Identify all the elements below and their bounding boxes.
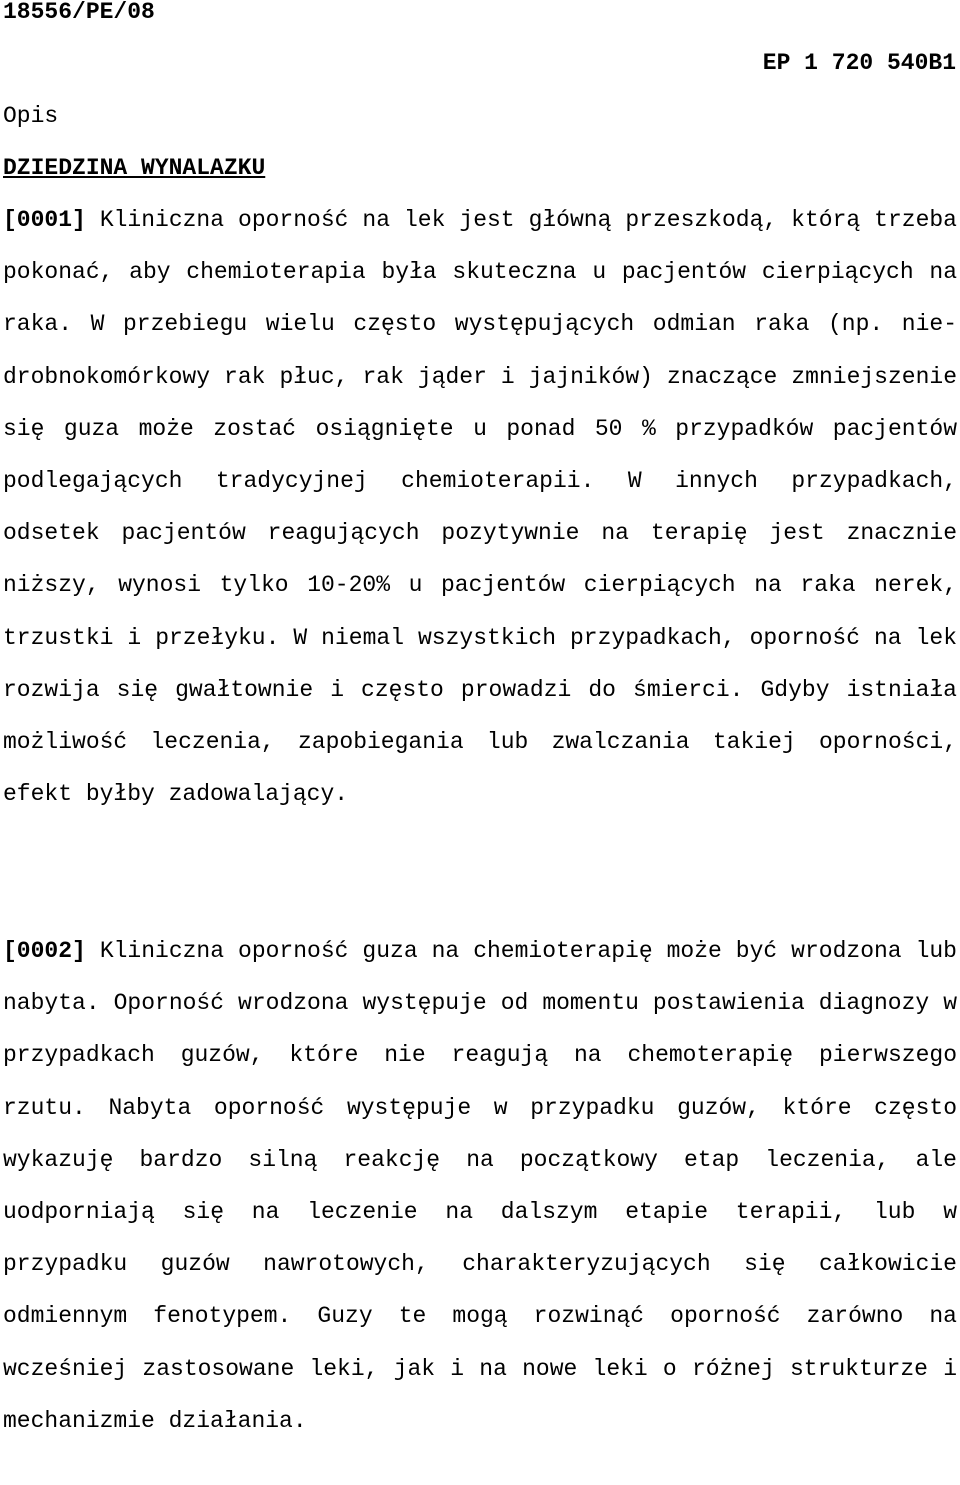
document-id: 18556/PE/08 bbox=[3, 0, 155, 25]
paragraph-0002 bbox=[3, 925, 957, 1447]
paragraph-text: Kliniczna oporność guza na chemioterapię może być wrodzona lub nabyta. Oporność wrodzona występuje od momentu postawienia diagnozy w przypadkach guzów, które nie reagują na chemoterapię pierwszego rzutu. Nabyta oporność występuje w przypadku guzów, które często wykazuję bardzo silną reakcję na początkowy etap leczenia, ale uodporniają się na leczenie na dalszym etapie terapii, lub w przypadku guzów nawrotowych, charakteryzujących się całkowicie odmiennym fenotypem. Guzy te mogą rozwinąć oporność zarówno na wcześniej zastosowane leki, jak i na nowe leki o różnej strukturze i mechanizmie działania. bbox=[3, 938, 957, 1434]
publication-number: EP 1 720 540B1 bbox=[762, 50, 956, 76]
paragraph-number: [0001] bbox=[3, 207, 86, 233]
section-heading: DZIEDZINA WYNALAZKU bbox=[3, 155, 266, 181]
section-label: Opis bbox=[3, 103, 59, 129]
paragraph-number: [0002] bbox=[3, 938, 86, 964]
paragraph-0001 bbox=[3, 194, 957, 820]
paragraph-text: Kliniczna oporność na lek jest główną przeszkodą, którą trzeba pokonać, aby chemioterapia była skuteczna u pacjentów cierpiących na raka. W przebiegu wielu często występujących odmian raka (np. nie-drobnokomórkowy rak płuc, rak jąder i jajników) znaczące zmniejszenie się guza może zostać osiągnięte u ponad 50 % przypadków pacjentów podlegających tradycyjnej chemioterapii. W innych przypadkach, odsetek pacjentów reagujących pozytywnie na terapię jest znacznie niższy, wynosi tylko 10-20% u pacjentów cierpiących na raka nerek, trzustki i przełyku. W niemal wszystkich przypadkach, oporność na lek rozwija się gwałtownie i często prowadzi do śmierci. Gdyby istniała możliwość leczenia, zapobiegania lub zwalczania takiej oporności, efekt byłby zadowalający. bbox=[3, 207, 957, 808]
